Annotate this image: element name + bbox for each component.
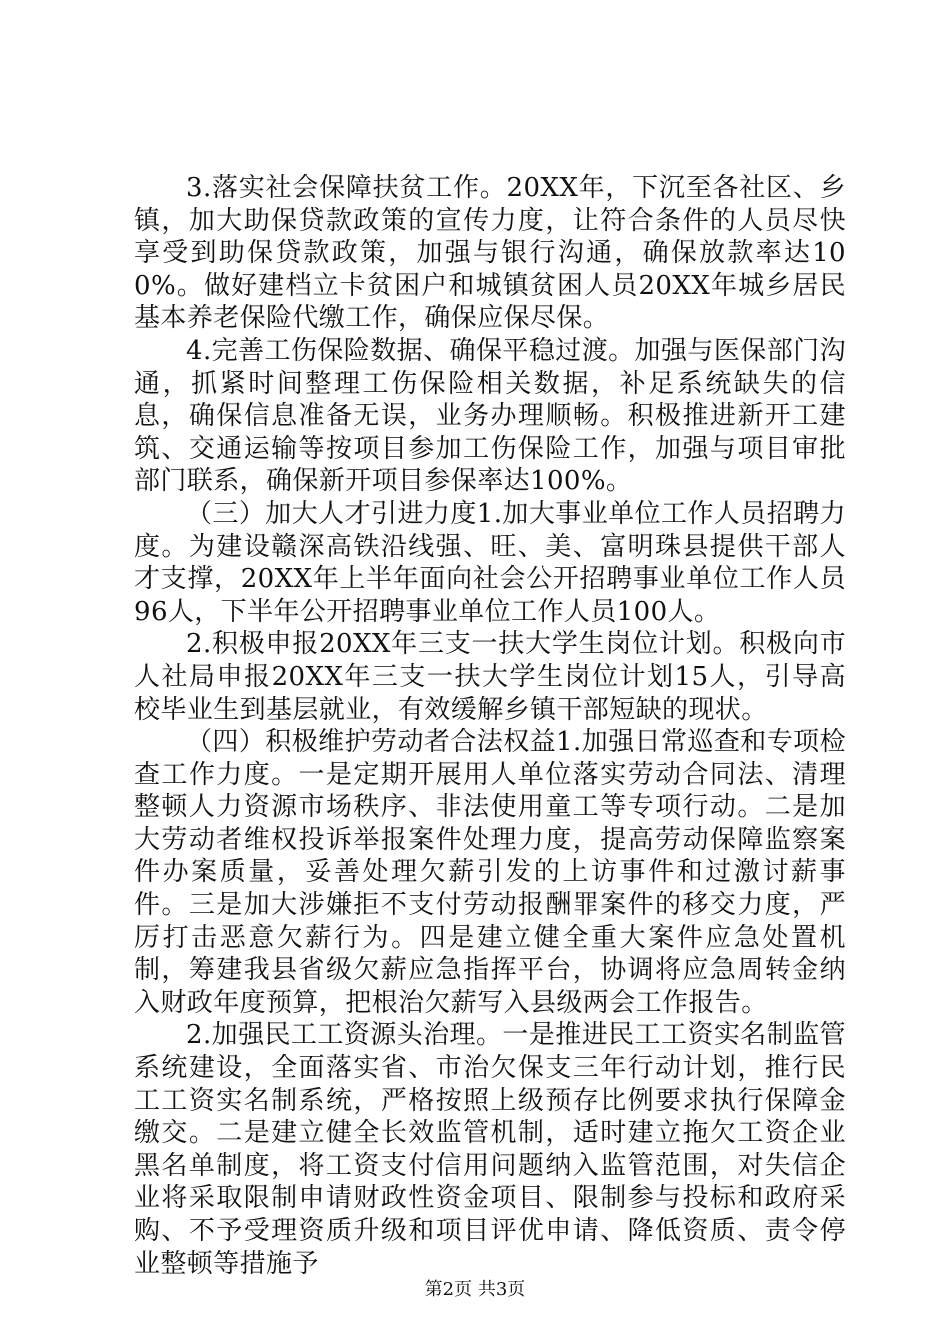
paragraph-work-injury-insurance: 4.完善工伤保险数据、确保平稳过渡。加强与医保部门沟通，抓紧时间整理工伤保险相关数据，补足系统缺失的信息，确保信息准备无误，业务办理顺畅。积极推进新开工建筑、交通运输等按项目参加工伤保险工作，加强与项目审批部门联系，确保新开项目参保率达100%。 — [134, 335, 846, 497]
paragraph-social-security-poverty: 3.落实社会保障扶贫工作。20XX年，下沉至各社区、乡镇，加大助保贷款政策的宣传力度，让符合条件的人员尽快享受到助保贷款政策，加强与银行沟通，确保放款率达100%。做好建档立卡贫困户和城镇贫困人员20XX年城乡居民基本养老保险代缴工作，确保应保尽保。 — [134, 173, 846, 334]
page-footer: 第2页 共3页 — [424, 1279, 526, 1300]
document-body — [134, 172, 846, 1280]
paragraph-migrant-wages: 2.加强民工工资源头治理。一是推进民工工资实名制监管系统建设，全面落实省、市治欠保支三年行动计划，推行民工工资实名制系统，严格按照上级预存比例要求执行保障金缴交。二是建立健全长效监管机制，适时建立拖欠工资企业黑名单制度，将工资支付信用问题纳入监管范围，对失信企业将采取限制申请财政性资金项目、限制参与投标和政府采购、不予受理资质升级和项目评优申请、降低资质、责令停业整顿等措施予 — [134, 1020, 846, 1279]
paragraph-labor-rights: （四）积极维护劳动者合法权益1.加强日常巡查和专项检查工作力度。一是定期开展用人单位落实劳动合同法、清理整顿人力资源市场秩序、非法使用童工等专项行动。二是加大劳动者维权投诉举报案件处理力度，提高劳动保障监察案件办案质量，妥善处理欠薪引发的上访事件和过激讨薪事件。三是加大涉嫌拒不支付劳动报酬罪案件的移交力度，严厉打击恶意欠薪行为。四是建立健全重大案件应急处置机制，筹建我县省级欠薪应急指挥平台，协调将应急周转金纳入财政年度预算，把根治欠薪写入县级两会工作报告。 — [134, 727, 846, 1018]
paragraph-talent-recruitment: （三）加大人才引进力度1.加大事业单位工作人员招聘力度。为建设赣深高铁沿线强、旺、美、富明珠县提供干部人才支撑，20XX年上半年面向社会公开招聘事业单位工作人员96人，下半年公开招聘事业单位工作人员100人。 — [134, 498, 846, 627]
paragraph-three-supports-plan: 2.积极申报20XX年三支一扶大学生岗位计划。积极向市人社局申报20XX年三支一扶大学生岗位计划15人，引导高校毕业生到基层就业，有效缓解乡镇干部短缺的现状。 — [134, 629, 846, 725]
